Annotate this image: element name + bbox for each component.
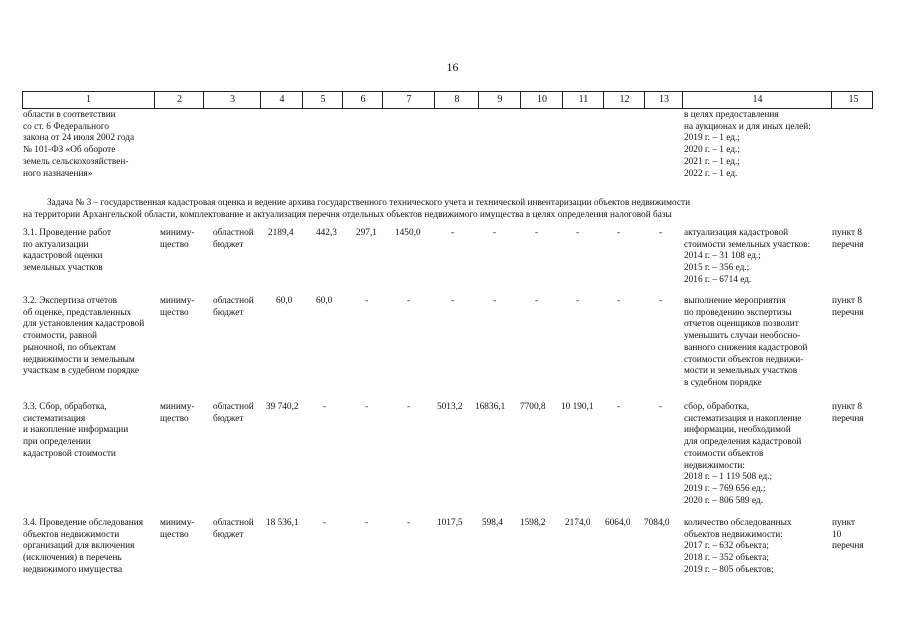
table-header: [22, 91, 873, 109]
row-source: областной бюджет: [213, 402, 254, 424]
row-reference: пункт 8 перечня: [832, 402, 864, 424]
row-name: 3.4. Проведение обследования объектов недвижимости организаций для включения (исключения) в перечень недвижимого имущества: [23, 518, 144, 575]
row-year-4: -: [451, 228, 455, 238]
row-year-4: 1017,5: [437, 518, 463, 528]
task3-line2: на территории Архангельской области, комплектование и актуализация перечня отдельных объектов недвижимого имущества в целях определения налоговой базы: [23, 210, 672, 220]
header-col-3: 3: [203, 92, 261, 108]
header-col-13: 13: [644, 92, 683, 108]
header-col-6: 6: [342, 92, 383, 108]
row-name: 3.3. Сбор, обработка, систематизация и накопление информации при определении кадастровой стоимости: [23, 402, 129, 459]
row-result: сбор, обработка, систематизация и накопление информации, необходимой для определения кадастровой стоимости объектов недвижимости: 2018 г. – 1 119 508 ед.; 2019 г. – 769 656 ед.; 2020 г. – 806 589 ед.: [684, 402, 802, 506]
header-col-14: 14: [682, 92, 832, 108]
cont-col14-text: в целях предоставления на аукционах и для иных целей: 2019 г. – 1 ед.; 2020 г. – 1 ед.; 2021 г. – 1 ед.; 2022 г. – 1 ед.: [684, 110, 811, 179]
row-year-9: -: [659, 402, 663, 412]
row-year-5: -: [493, 228, 497, 238]
row-total: 2189,4: [268, 228, 294, 238]
row-year-6: 7700,8: [520, 402, 546, 412]
row-year-8: -: [617, 296, 621, 306]
header-col-10: 10: [520, 92, 563, 108]
row-year-3: -: [407, 296, 411, 306]
row-total: 39 740,2: [266, 402, 299, 412]
header-col-9: 9: [478, 92, 521, 108]
row-year-1: 442,3: [316, 228, 337, 238]
row-year-1: 60,0: [316, 296, 333, 306]
row-year-8: -: [617, 228, 621, 238]
row-year-5: 598,4: [482, 518, 503, 528]
row-year-6: -: [535, 228, 539, 238]
row-source: областной бюджет: [213, 296, 254, 318]
header-col-4: 4: [260, 92, 303, 108]
row-year-3: 1450,0: [395, 228, 421, 238]
row-reference: пункт 8 перечня: [832, 296, 864, 318]
row-year-2: -: [365, 296, 369, 306]
row-year-2: -: [365, 402, 369, 412]
row-year-4: 5013,2: [437, 402, 463, 412]
row-year-2: 297,1: [356, 228, 377, 238]
row-source: областной бюджет: [213, 228, 254, 250]
row-total: 60,0: [276, 296, 293, 306]
row-year-7: 10 190,1: [561, 402, 594, 412]
row-total: 18 536,1: [266, 518, 299, 528]
header-col-11: 11: [562, 92, 604, 108]
task3-line1: Задача № 3 – государственная кадастровая оценка и ведение архива государственного технического учета и технической инвентаризации объектов недвижимости: [47, 198, 691, 208]
row-executor: миниму- щество: [160, 228, 195, 250]
row-year-7: -: [576, 296, 580, 306]
row-year-8: -: [617, 402, 621, 412]
row-executor: миниму- щество: [160, 402, 195, 424]
row-year-7: -: [576, 228, 580, 238]
row-year-1: -: [323, 518, 327, 528]
row-year-9: -: [659, 296, 663, 306]
header-col-5: 5: [302, 92, 343, 108]
header-col-1: 1: [86, 94, 91, 105]
row-result: актуализация кадастровой стоимости земельных участков: 2014 г. – 31 108 ед.; 2015 г. – 356 ед.; 2016 г. – 6714 ед.: [684, 228, 811, 285]
row-year-3: -: [407, 402, 411, 412]
row-name: 3.2. Экспертиза отчетов об оценке, представленных для установления кадастровой стоимости, равной рыночной, по объектам недвижимости и земельным участкам в судебном порядке: [23, 296, 145, 377]
row-executor: миниму- щество: [160, 518, 195, 540]
row-result: количество обследованных объектов недвижимости: 2017 г. – 632 объекта; 2018 г. – 352 объекта; 2019 г. – 805 объектов;: [684, 518, 792, 575]
row-result: выполнение мероприятия по проведению экспертизы отчетов оценщиков позволит уменьшить случаи необосно- ванного снижения кадастровой стоимости объектов недвижи- мости и земельных участков в судебном порядке: [684, 296, 808, 388]
row-year-5: -: [493, 296, 497, 306]
row-source: областной бюджет: [213, 518, 254, 540]
page-number: 16: [446, 60, 459, 74]
row-year-7: 2174,0: [565, 518, 591, 528]
header-col-7: 7: [382, 92, 435, 108]
row-year-4: -: [451, 296, 455, 306]
row-year-6: -: [535, 296, 539, 306]
row-year-8: 6064,0: [605, 518, 631, 528]
row-year-2: -: [365, 518, 369, 528]
row-year-9: 7084,0: [644, 518, 670, 528]
row-year-6: 1598,2: [520, 518, 546, 528]
row-reference: пункт 10 перечня: [832, 518, 864, 552]
row-executor: миниму- щество: [160, 296, 195, 318]
header-col-2: 2: [154, 92, 204, 108]
cont-col1-text: области в соответствии со ст. 6 Федерального закона от 24 июля 2002 года № 101-ФЗ «Об обороте земель сельскохозяйствен- ного назначения»: [23, 110, 135, 179]
header-col-15: 15: [831, 92, 875, 108]
row-year-9: -: [659, 228, 663, 238]
header-col-8: 8: [434, 92, 479, 108]
row-year-5: 16836,1: [475, 402, 506, 412]
row-reference: пункт 8 перечня: [832, 228, 864, 250]
row-year-3: -: [407, 518, 411, 528]
row-name: 3.1. Проведение работ по актуализации кадастровой оценки земельных участков: [23, 228, 111, 274]
row-year-1: -: [323, 402, 327, 412]
header-col-12: 12: [603, 92, 645, 108]
